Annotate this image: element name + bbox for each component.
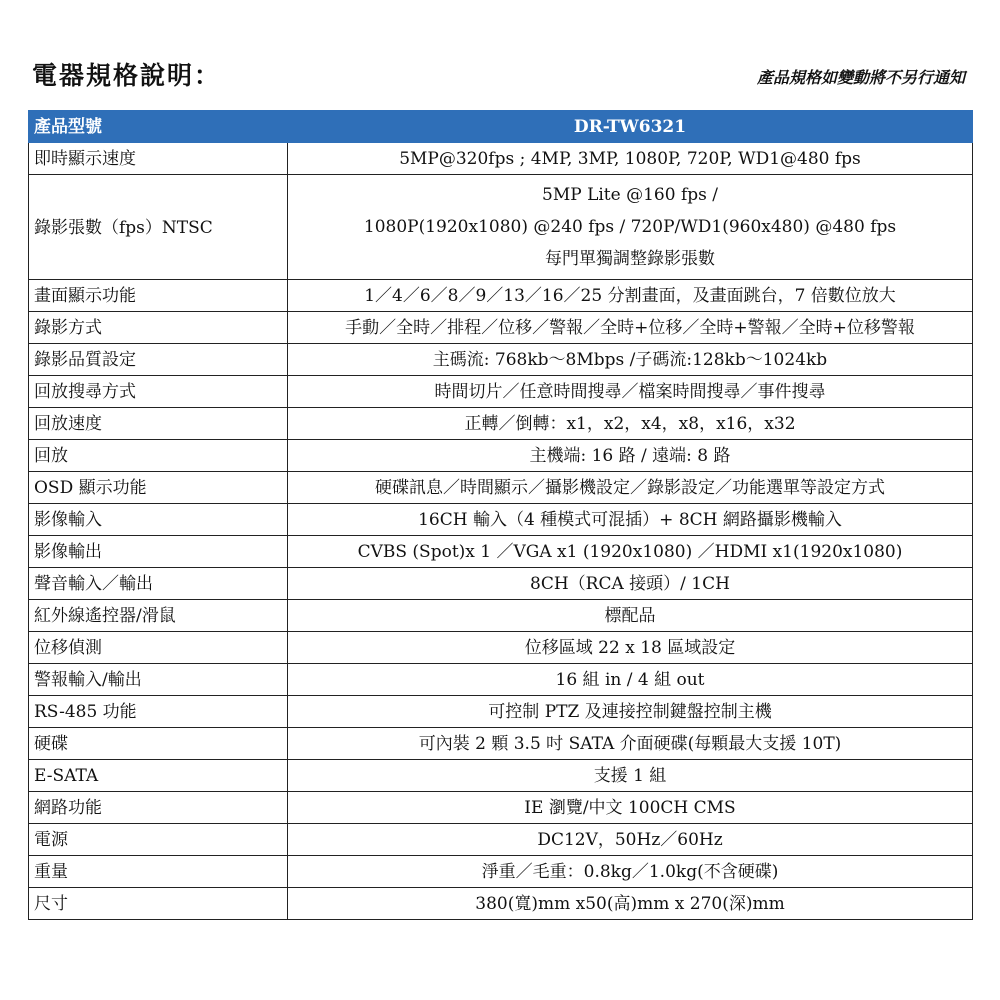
spec-value-line: 1／4／6／8／9／13／16／25 分割畫面，及畫面跳台，7 倍數位放大: [364, 286, 896, 306]
spec-table: [28, 110, 973, 920]
spec-row: [29, 824, 973, 856]
spec-row: [29, 280, 973, 312]
spec-row: [29, 568, 973, 600]
spec-value: [288, 504, 973, 536]
spec-header-row: [29, 111, 973, 143]
spec-label: RS-485 功能: [29, 696, 288, 728]
spec-row: [29, 728, 973, 760]
spec-value-line: 正轉／倒轉：x1，x2，x4，x8，x16，x32: [464, 414, 796, 434]
spec-value-line: 主機端: 16 路 / 遠端: 8 路: [529, 446, 731, 466]
spec-table-body: [29, 111, 973, 920]
spec-label: 重量: [29, 856, 288, 888]
spec-value: [288, 344, 973, 376]
spec-value-line: IE 瀏覽/中文 100CH CMS: [524, 798, 736, 818]
spec-value-line: 標配品: [604, 606, 656, 626]
spec-value: [288, 856, 973, 888]
spec-value: [288, 280, 973, 312]
spec-value-line: 8CH（RCA 接頭）/ 1CH: [530, 574, 730, 594]
spec-label: 錄影品質設定: [29, 344, 288, 376]
spec-value-line: 淨重／毛重：0.8kg／1.0kg(不含硬碟): [481, 862, 779, 882]
spec-label: 聲音輸入／輸出: [29, 568, 288, 600]
spec-label: 回放速度: [29, 408, 288, 440]
spec-value: [288, 888, 973, 920]
spec-label: 錄影方式: [29, 312, 288, 344]
spec-row: [29, 472, 973, 504]
spec-label: 影像輸入: [29, 504, 288, 536]
spec-value-line: 主碼流: 768kb～8Mbps /子碼流:128kb～1024kb: [432, 350, 828, 370]
spec-value-line: 每門單獨調整錄影張數: [545, 249, 715, 269]
spec-value-line: 5MP Lite @160 fps /: [542, 185, 718, 205]
spec-value-line: 可控制 PTZ 及連接控制鍵盤控制主機: [488, 702, 772, 722]
spec-label: 畫面顯示功能: [29, 280, 288, 312]
spec-label: OSD 顯示功能: [29, 472, 288, 504]
spec-label: 即時顯示速度: [29, 143, 288, 175]
spec-row: [29, 696, 973, 728]
spec-value-line: 380(寬)mm x50(高)mm x 270(深)mm: [475, 894, 785, 914]
spec-value: [288, 792, 973, 824]
spec-label: 回放: [29, 440, 288, 472]
spec-value: [288, 472, 973, 504]
spec-value: [288, 664, 973, 696]
spec-value: [288, 536, 973, 568]
spec-value: [288, 728, 973, 760]
spec-row: [29, 792, 973, 824]
spec-header-label: 產品型號: [29, 111, 288, 143]
spec-row: [29, 856, 973, 888]
spec-label: 網路功能: [29, 792, 288, 824]
spec-row: [29, 408, 973, 440]
page-title: 電器規格說明：: [32, 61, 222, 90]
spec-row: [29, 888, 973, 920]
spec-label: 電源: [29, 824, 288, 856]
spec-value-line: 手動／全時／排程／位移／警報／全時+位移／全時+警報／全時+位移警報: [345, 318, 915, 338]
spec-value: [288, 600, 973, 632]
spec-value: [288, 143, 973, 175]
spec-value-line: 可內裝 2 顆 3.5 吋 SATA 介面硬碟(每顆最大支援 10T): [418, 734, 842, 754]
spec-value-line: 硬碟訊息／時間顯示／攝影機設定／錄影設定／功能選單等設定方式: [375, 478, 885, 498]
spec-value: [288, 760, 973, 792]
spec-label: E-SATA: [29, 760, 288, 792]
spec-value-line: 16 組 in / 4 組 out: [555, 670, 705, 690]
spec-label: 影像輸出: [29, 536, 288, 568]
spec-row: [29, 504, 973, 536]
spec-value-line: 支援 1 組: [593, 766, 667, 786]
spec-row: [29, 376, 973, 408]
spec-label: 警報輸入/輸出: [29, 664, 288, 696]
spec-value: [288, 568, 973, 600]
spec-label: 位移偵測: [29, 632, 288, 664]
spec-row: [29, 536, 973, 568]
spec-value: [288, 632, 973, 664]
spec-value: [288, 175, 973, 280]
spec-label: 尺寸: [29, 888, 288, 920]
spec-row: [29, 664, 973, 696]
spec-value-line: CVBS (Spot)x 1 ／VGA x1 (1920x1080) ／HDMI x1(1920x1080): [357, 542, 903, 562]
spec-header-model: DR-TW6321: [288, 111, 973, 143]
spec-value: [288, 440, 973, 472]
spec-value-line: 1080P(1920x1080) @240 fps / 720P/WD1(960x480) @480 fps: [363, 217, 897, 237]
spec-value-line: 時間切片／任意時間搜尋／檔案時間搜尋／事件搜尋: [434, 382, 826, 402]
spec-row: [29, 760, 973, 792]
spec-row: [29, 440, 973, 472]
spec-row: [29, 344, 973, 376]
spec-label: 錄影張數（fps）NTSC: [29, 175, 288, 280]
spec-row: [29, 143, 973, 175]
spec-row: [29, 600, 973, 632]
spec-value: [288, 312, 973, 344]
spec-value: [288, 824, 973, 856]
spec-value-line: 16CH 輸入（4 種模式可混插）+ 8CH 網路攝影機輸入: [418, 510, 842, 530]
spec-value-line: 位移區域 22 x 18 區域設定: [524, 638, 736, 658]
spec-value-line: DC12V，50Hz／60Hz: [537, 830, 723, 850]
spec-value: [288, 408, 973, 440]
spec-row: [29, 632, 973, 664]
spec-change-notice: 產品規格如變動將不另行通知: [756, 68, 965, 87]
spec-row: [29, 312, 973, 344]
spec-value: [288, 376, 973, 408]
spec-value-line: 5MP@320fps ; 4MP, 3MP, 1080P, 720P, WD1@480 fps: [399, 149, 861, 169]
spec-label: 回放搜尋方式: [29, 376, 288, 408]
spec-row: [29, 175, 973, 280]
spec-label: 紅外線遙控器/滑鼠: [29, 600, 288, 632]
spec-value: [288, 696, 973, 728]
spec-label: 硬碟: [29, 728, 288, 760]
